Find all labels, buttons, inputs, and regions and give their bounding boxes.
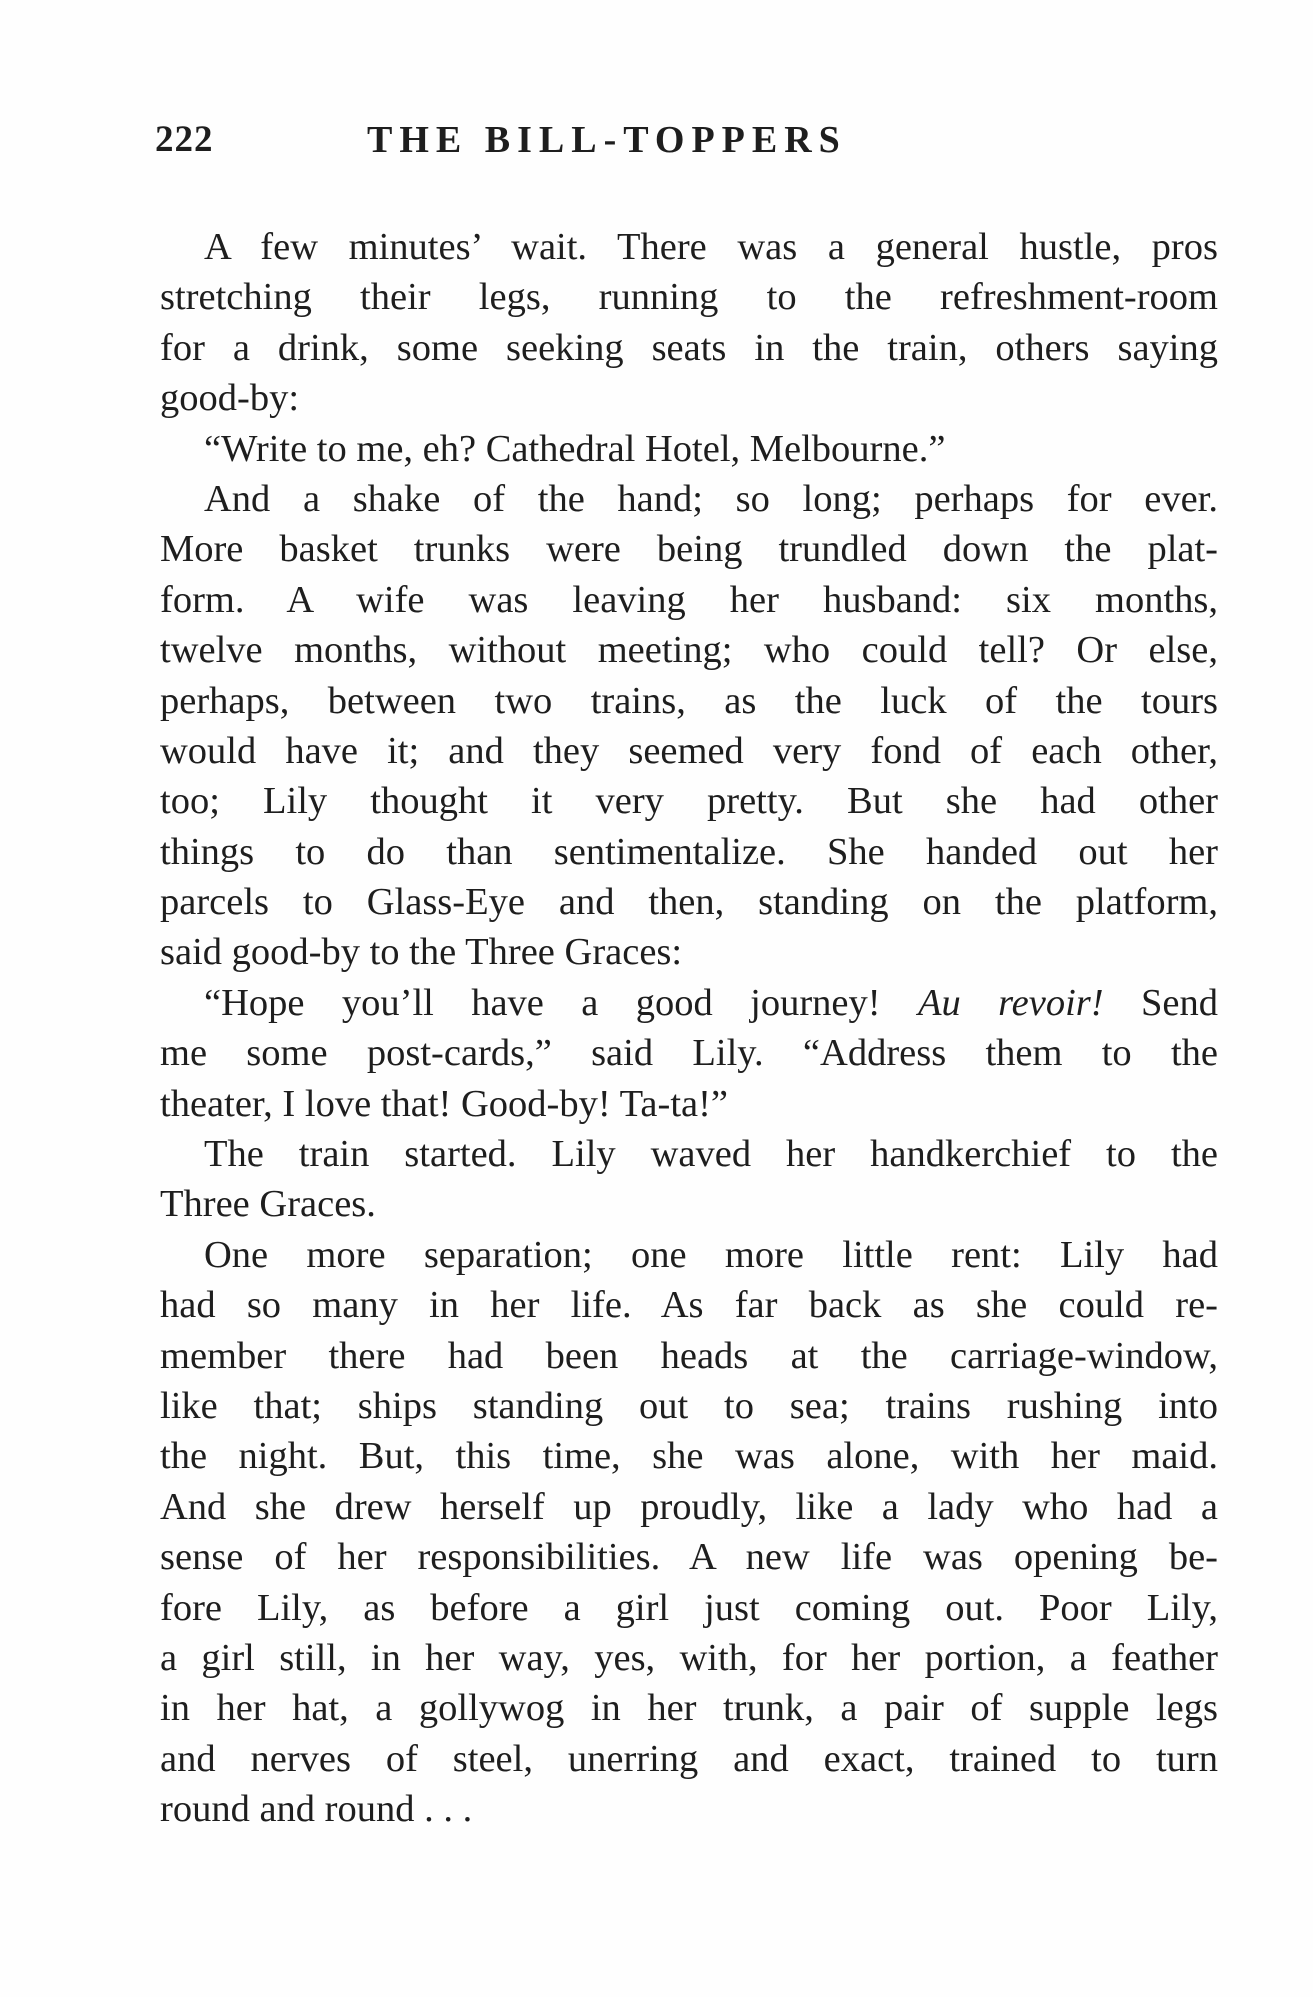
text-line: form. A wife was leaving her husband: six months,: [160, 578, 1218, 621]
text-line: [160, 978, 1218, 1028]
text-segment: “Hope you’ll have a good journey!: [204, 981, 918, 1024]
text-line: stretching their legs, running to the refreshment-room: [160, 276, 1218, 319]
text-line: me some post-cards,” said Lily. “Address them to the: [160, 1032, 1218, 1075]
running-head: THE BILL-TOPPERS: [367, 119, 847, 161]
text-line: parcels to Glass-Eye and then, standing on the platform,: [160, 881, 1218, 924]
text-line: fore Lily, as before a girl just coming out. Poor Lily,: [160, 1586, 1218, 1629]
body-text: [160, 222, 1218, 1835]
text-line: “Write to me, eh? Cathedral Hotel, Melbourne.”: [204, 427, 946, 470]
page-number: 222: [155, 119, 214, 160]
text-line: Three Graces.: [160, 1183, 376, 1226]
text-line: And she drew herself up proudly, like a lady who had a: [160, 1485, 1218, 1528]
text-line: round and round . . .: [160, 1788, 473, 1831]
text-line: in her hat, a gollywog in her trunk, a pair of supple legs: [160, 1687, 1218, 1730]
text-line: good-by:: [160, 377, 300, 420]
text-line: One more separation; one more little rent: Lily had: [204, 1233, 1218, 1276]
text-line: for a drink, some seeking seats in the train, others saying: [160, 326, 1218, 369]
text-line: theater, I love that! Good-by! Ta-ta!”: [160, 1082, 729, 1125]
text-line: things to do than sentimentalize. She handed out her: [160, 830, 1218, 873]
page-header: [155, 118, 1215, 168]
text-line: a girl still, in her way, yes, with, for her portion, a feather: [160, 1636, 1218, 1679]
text-line: sense of her responsibilities. A new life was opening be-: [160, 1536, 1218, 1579]
text-line: said good-by to the Three Graces:: [160, 931, 683, 974]
text-segment: Send: [1103, 981, 1218, 1024]
text-line: And a shake of the hand; so long; perhaps for ever.: [204, 477, 1218, 520]
text-line: had so many in her life. As far back as she could re-: [160, 1284, 1218, 1327]
text-line: would have it; and they seemed very fond of each other,: [160, 729, 1218, 772]
text-line: the night. But, this time, she was alone, with her maid.: [160, 1435, 1218, 1478]
text-line: A few minutes’ wait. There was a general hustle, pros: [204, 226, 1218, 268]
text-line: member there had been heads at the carriage-window,: [160, 1334, 1218, 1377]
text-line: twelve months, without meeting; who could tell? Or else,: [160, 629, 1218, 672]
text-line: too; Lily thought it very pretty. But she had other: [160, 780, 1218, 823]
text-line: and nerves of steel, unerring and exact, trained to turn: [160, 1737, 1218, 1780]
text-line: perhaps, between two trains, as the luck of the tours: [160, 679, 1218, 722]
text-line: More basket trunks were being trundled down the plat-: [160, 528, 1218, 571]
italic-phrase: Au revoir!: [917, 981, 1104, 1024]
text-line: like that; ships standing out to sea; trains rushing into: [160, 1384, 1218, 1427]
text-line: The train started. Lily waved her handkerchief to the: [204, 1133, 1218, 1176]
